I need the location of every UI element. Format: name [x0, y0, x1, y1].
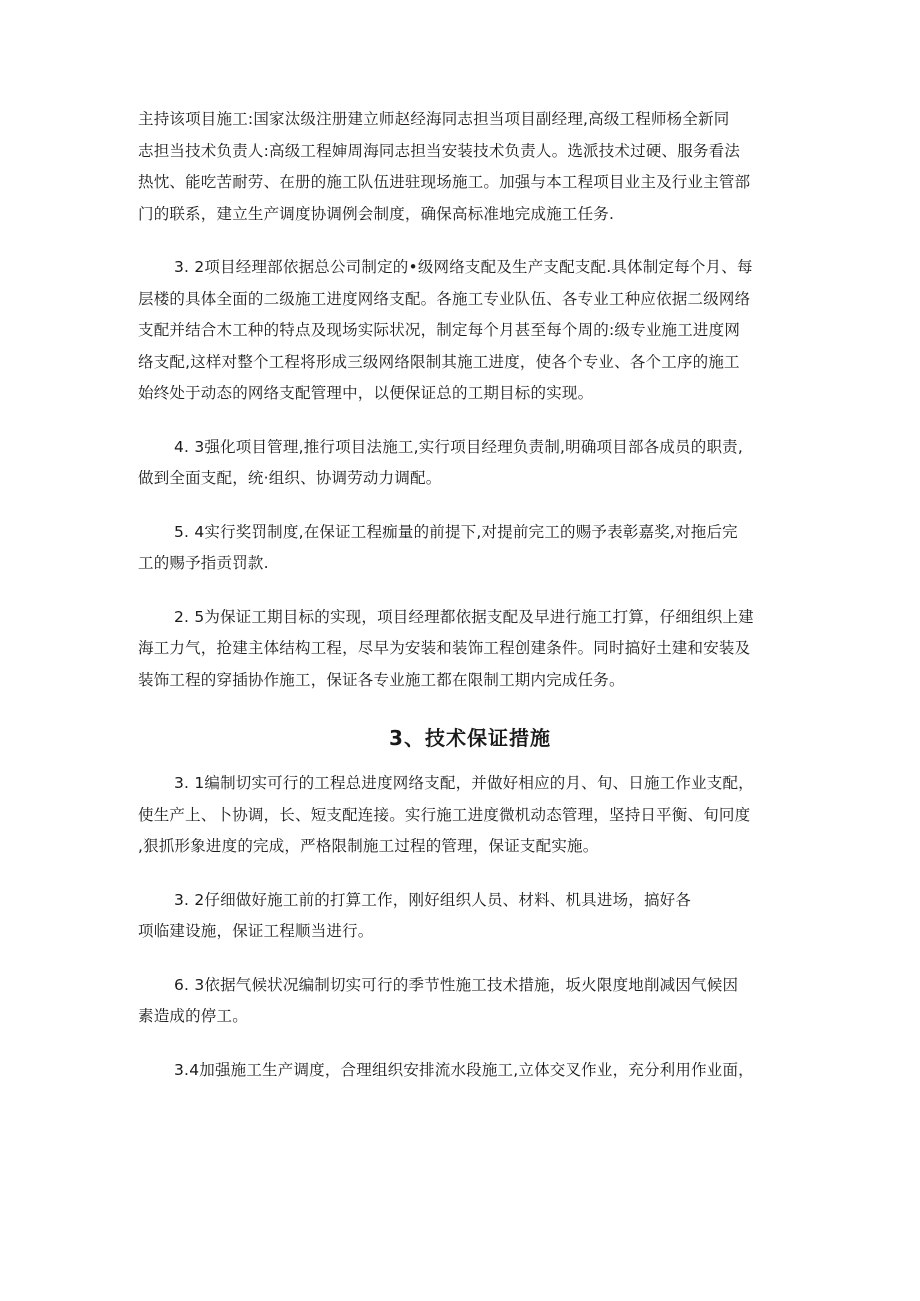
text-line: 始终处于动态的网络支配管理中，以便保证总的工期目标的实现。: [138, 384, 594, 402]
text-line: 支配并结合木工种的特点及现场实际状况，制定每个月甚至每个周的:级专业施工进度网: [138, 321, 741, 339]
paragraph-3-1-master-schedule: [138, 768, 802, 863]
paragraph-6-3-seasonal-measures: [138, 970, 802, 1033]
text-line: 3. 2项目经理部依据总公司制定的•级网络支配及生产支配支配.具体制定每个月、每: [174, 258, 753, 276]
text-line: 络支配,这样对整个工程将形成三级网络限制其施工进度，使各个专业、各个工序的施工: [138, 352, 740, 371]
text-line: 主持该项目施工:国家汰级注册建立师赵经海同志担当项目副经理,高级工程师杨全新同: [138, 110, 730, 128]
document-body: [138, 104, 802, 1108]
paragraph-3-4-dispatch: [138, 1055, 802, 1087]
text-line: 门的联系，建立生产调度协调例会制度，确保高标准地完成施工任务.: [138, 204, 615, 223]
paragraph-3-2-preparation: [138, 885, 802, 948]
paragraph-3-2-network-schedule: [138, 252, 802, 410]
text-line: 项临建设施，保证工程顺当进行。: [138, 922, 374, 940]
section-heading: 3、技术保证措施: [389, 726, 551, 750]
paragraph-project-staffing: [138, 104, 802, 230]
paragraph-4-3-project-management: [138, 432, 802, 495]
paragraph-5-4-rewards: [138, 517, 802, 580]
text-line: 5. 4实行奖罚制度,在保证工程痂量的前提下,对提前完工的赐予表彰嘉奖,对拖后完: [174, 522, 738, 541]
text-line: 工的赐予指贡罚款.: [138, 554, 269, 572]
text-line: 2. 5为保证工期目标的实现，项目经理都依据支配及早进行施工打算，仔细组织上建: [174, 607, 754, 626]
text-line: 素造成的停工。: [138, 1007, 248, 1025]
text-line: 志担当技术负责人:高级工程婶周海同志担当安装技术负责人。选派技术过硬、服务看法: [138, 141, 741, 160]
paragraph-2-5-schedule-goal: [138, 602, 802, 697]
text-line: 3.4加强施工生产调度，合理组织安排流水段施工,立体交叉作业，充分利用作业面，: [174, 1060, 754, 1079]
text-line: 海工力气，抢建主体结构工程，尽早为安装和装饰工程创建条件。同时搞好土建和安装及: [138, 639, 751, 657]
text-line: 3. 2仔细做好施工前的打算工作，刚好组织人员、材料、机具进场，搞好各: [174, 890, 692, 909]
text-line: 做到全面支配，统·组织、协调劳动力调配。: [138, 469, 442, 487]
text-line: 4. 3强化项目管理,推行项目法施工,实行项目经理负责制,明确项目部各成员的职责,: [174, 437, 743, 456]
text-line: 热忱、能吃苦耐劳、在册的施工队伍进驻现场施工。加强与本工程项目业主及行业主管部: [138, 173, 751, 191]
text-line: 装饰工程的穿插协作施工，保证各专业施工都在限制工期内完成任务。: [138, 670, 625, 689]
text-line: 3. 1编制切实可行的工程总进度网络支配，并做好相应的月、旬、日施工作业支配，: [174, 774, 754, 792]
text-line: 使生产上、卜协调，长、短支配连接。实行施工进度微机动态管理，坚持日平衡、旬冋度: [138, 805, 751, 824]
text-line: 6. 3依据气候状况编制切实可行的季节性施工技术措施，坂火限度地削减因气候因: [174, 975, 739, 994]
text-line: 层楼的具体全面的二级施工进度网络支配。各施工专业队伍、各专业工种应依据二级网络: [138, 289, 751, 308]
text-line: ,狠抓形象进度的完成，严格限制施工过程的管理，保证支配实施。: [138, 837, 599, 855]
